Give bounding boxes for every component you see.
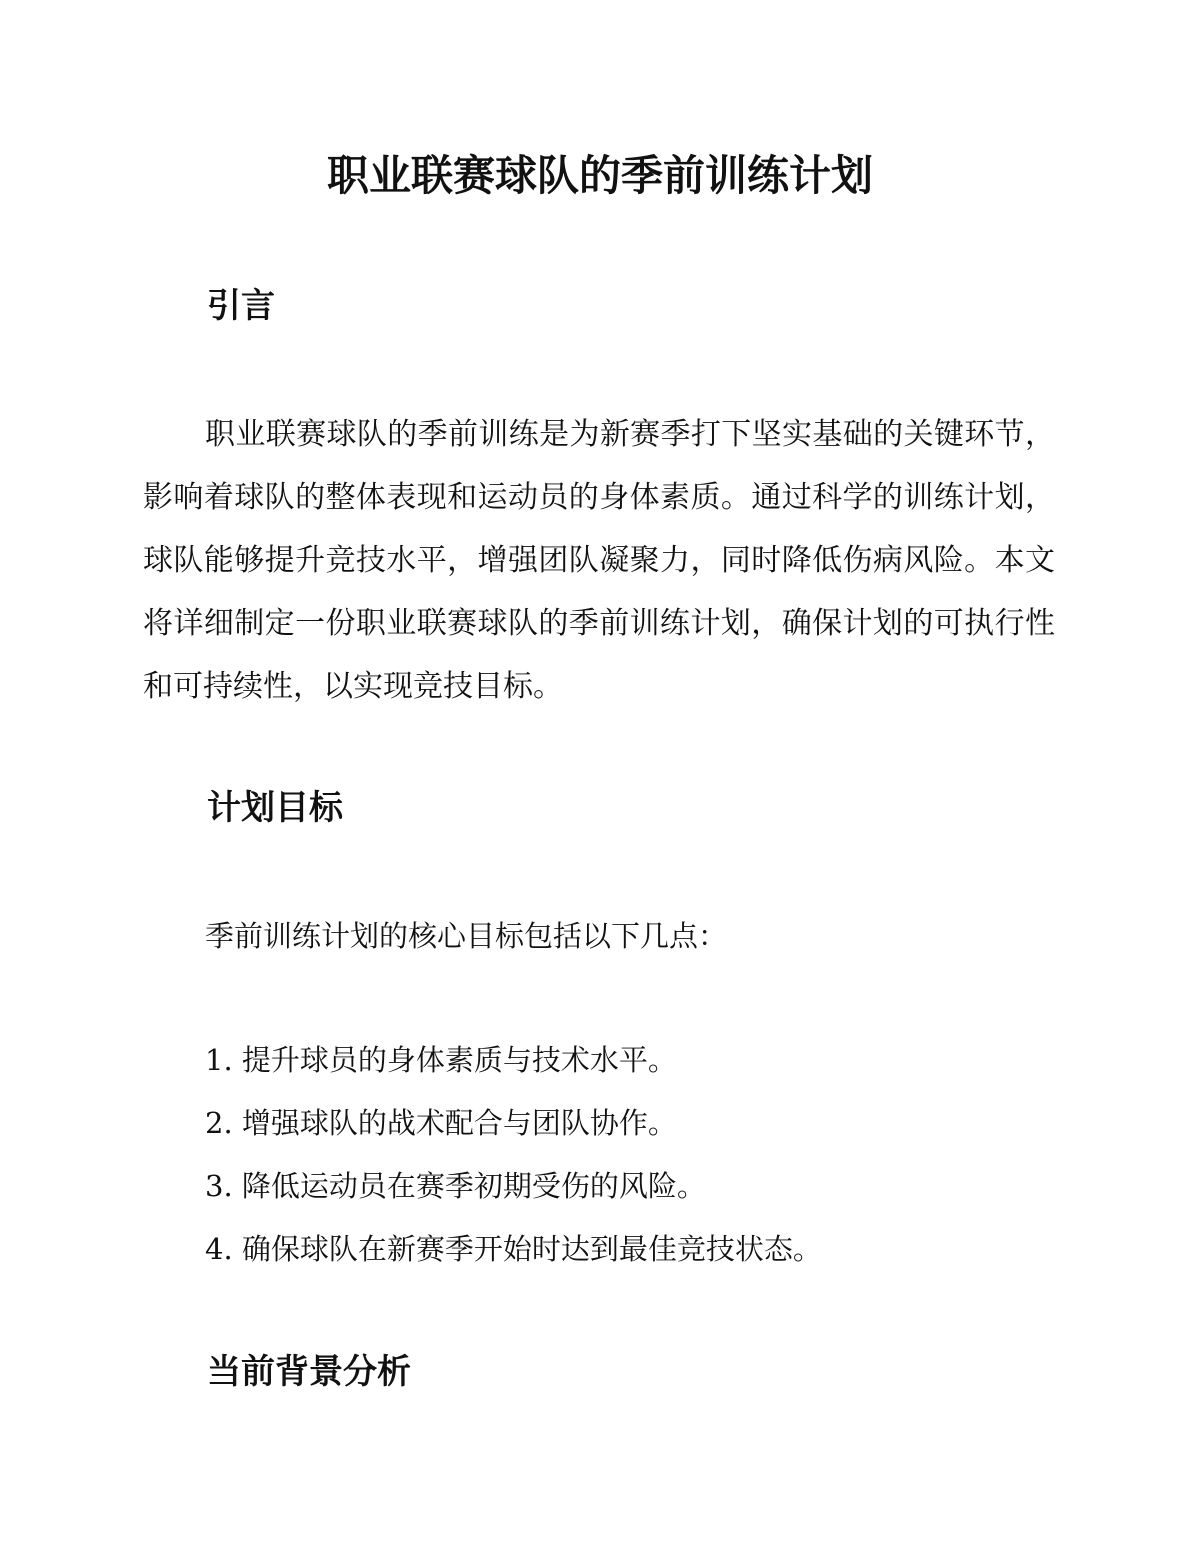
goal-list-item: 3. 降低运动员在赛季初期受伤的风险。 <box>205 1169 706 1203</box>
goal-list-item: 2. 增强球队的战术配合与团队协作。 <box>205 1106 677 1140</box>
section-heading-background: 当前背景分析 <box>207 1352 411 1392</box>
intro-paragraph: 职业联赛球队的季前训练是为新赛季打下坚实基础的关键环节，影响着球队的整体表现和运动员的身体素质。通过科学的训练计划，球队能够提升竞技水平，增强团队凝聚力，同时降低伤病风险。本文将详细制定一份职业联赛球队的季前训练计划，确保计划的可执行性和可持续性，以实现竞技目标。 <box>143 417 1055 704</box>
document-title: 职业联赛球队的季前训练计划 <box>326 151 873 200</box>
goals-lead-text: 季前训练计划的核心目标包括以下几点： <box>205 919 728 953</box>
goal-list-item: 1. 提升球员的身体素质与技术水平。 <box>205 1043 677 1077</box>
section-heading-goals: 计划目标 <box>207 788 343 828</box>
goal-list-item: 4. 确保球队在新赛季开始时达到最佳竞技状态。 <box>205 1232 822 1266</box>
section-heading-intro: 引言 <box>207 286 275 326</box>
